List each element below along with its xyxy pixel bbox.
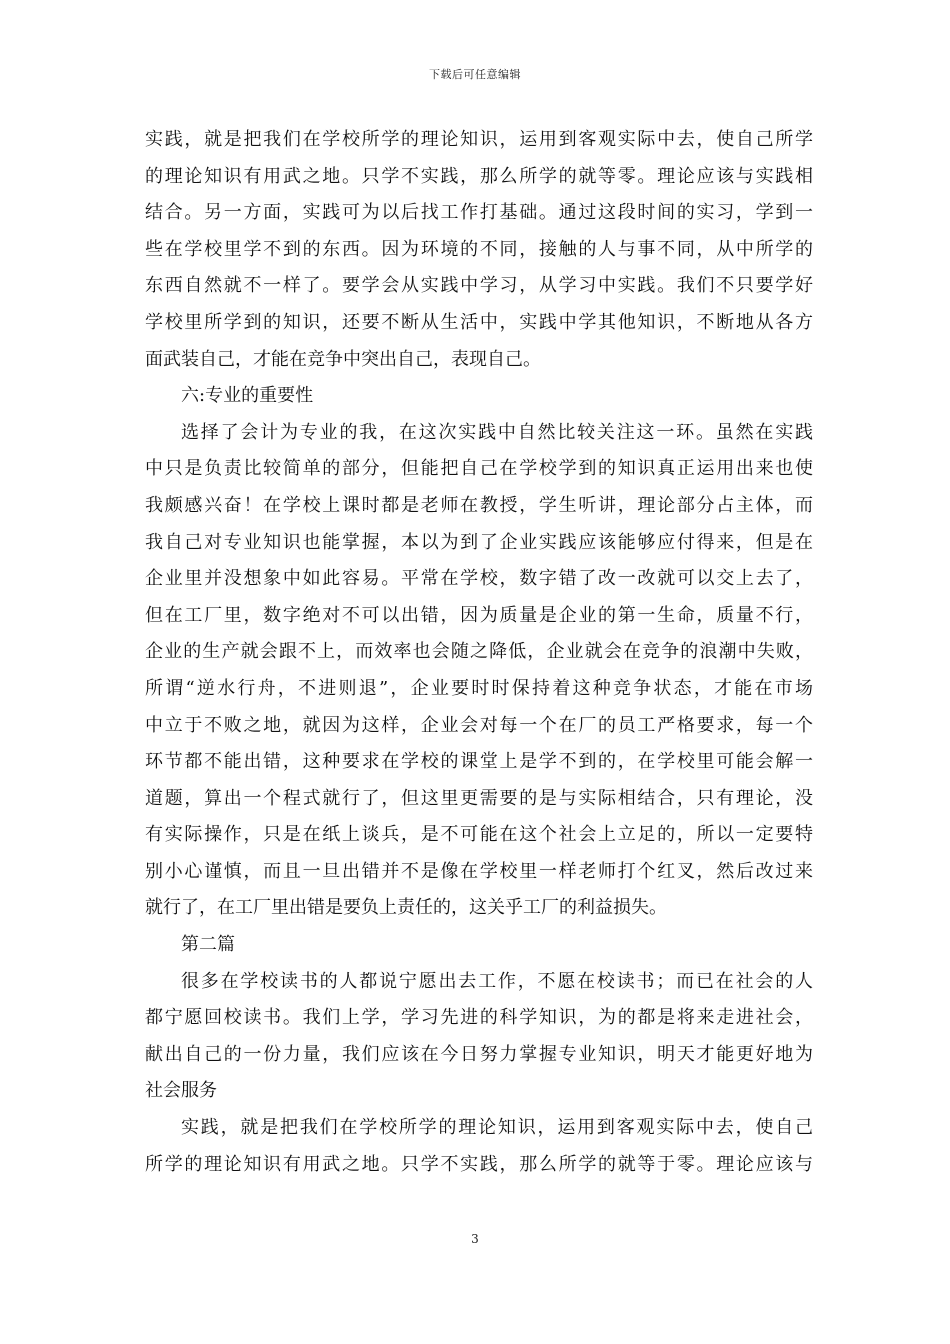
body-line: 实践，就是把我们在学校所学的理论知识，运用到客观实际中去，使自己 xyxy=(181,1117,813,1139)
page-number: 3 xyxy=(471,1232,479,1246)
section-heading: 六:专业的重要性 xyxy=(181,385,314,407)
body-line: 所谓“逆水行舟，不进则退”，企业要时时保持着这种竞争状态，才能在市场 xyxy=(145,677,813,699)
page-header-note: 下载后可任意编辑 xyxy=(429,68,521,81)
section-heading: 第二篇 xyxy=(181,934,235,956)
body-line: 企业的生产就会跟不上，而效率也会随之降低，企业就会在竞争的浪潮中失败， xyxy=(145,641,813,663)
body-line: 我自己对专业知识也能掌握，本以为到了企业实践应该能够应付得来，但是在 xyxy=(145,531,813,553)
body-line: 很多在学校读书的人都说宁愿出去工作，不愿在校读书；而已在社会的人 xyxy=(181,970,813,992)
body-line: 献出自己的一份力量，我们应该在今日努力掌握专业知识，明天才能更好地为 xyxy=(145,1043,813,1065)
body-line: 些在学校里学不到的东西。因为环境的不同，接触的人与事不同，从中所学的 xyxy=(145,238,813,260)
body-line: 就行了，在工厂里出错是要负上责任的，这关乎工厂的利益损失。 xyxy=(145,897,667,919)
body-line: 企业里并没想象中如此容易。平常在学校，数字错了改一改就可以交上去了， xyxy=(145,568,813,590)
body-line: 都宁愿回校读书。我们上学，学习先进的科学知识，为的都是将来走进社会， xyxy=(145,1007,813,1029)
body-line: 学校里所学到的知识，还要不断从生活中，实践中学其他知识，不断地从各方 xyxy=(145,311,813,333)
body-line: 面武装自己，才能在竞争中突出自己，表现自己。 xyxy=(145,348,541,370)
body-line: 选择了会计为专业的我，在这次实践中自然比较关注这一环。虽然在实践 xyxy=(181,421,813,443)
body-line: 环节都不能出错，这种要求在学校的课堂上是学不到的，在学校里可能会解一 xyxy=(145,751,813,773)
body-line: 结合。另一方面，实践可为以后找工作打基础。通过这段时间的实习，学到一 xyxy=(145,202,813,224)
body-line: 的理论知识有用武之地。只学不实践，那么所学的就等零。理论应该与实践相 xyxy=(145,165,813,187)
body-line: 但在工厂里，数字绝对不可以出错，因为质量是企业的第一生命，质量不行， xyxy=(145,604,813,626)
body-line: 东西自然就不一样了。要学会从实践中学习，从学习中实践。我们不只要学好 xyxy=(145,275,813,297)
body-line: 别小心谨慎，而且一旦出错并不是像在学校里一样老师打个红叉，然后改过来 xyxy=(145,860,813,882)
body-line: 实践，就是把我们在学校所学的理论知识，运用到客观实际中去，使自己所学 xyxy=(145,129,813,150)
body-line: 有实际操作，只是在纸上谈兵，是不可能在这个社会上立足的，所以一定要特 xyxy=(145,824,813,846)
body-line: 所学的理论知识有用武之地。只学不实践，那么所学的就等于零。理论应该与 xyxy=(145,1153,813,1175)
body-line: 社会服务 xyxy=(145,1080,217,1102)
body-line: 我颇感兴奋！在学校上课时都是老师在教授，学生听讲，理论部分占主体，而 xyxy=(145,494,813,516)
body-line: 中立于不败之地，就因为这样，企业会对每一个在厂的员工严格要求，每一个 xyxy=(145,714,813,736)
document-body xyxy=(145,122,813,1183)
body-line: 中只是负责比较简单的部分，但能把自己在学校学到的知识真正运用出来也使 xyxy=(145,458,813,480)
body-line: 道题，算出一个程式就行了，但这里更需要的是与实际相结合，只有理论，没 xyxy=(145,787,813,809)
